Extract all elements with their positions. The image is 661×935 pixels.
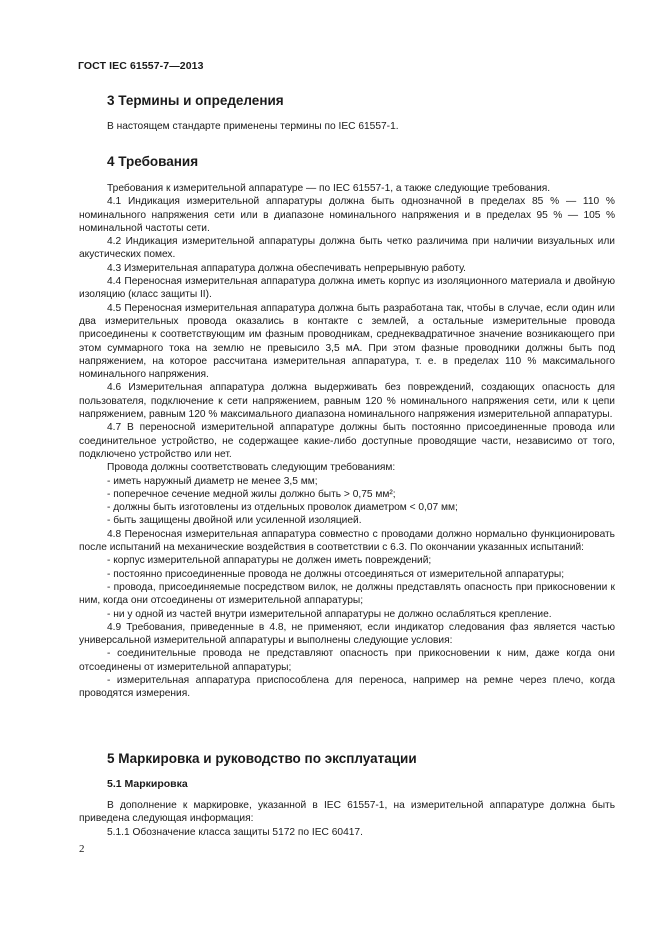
list-item: - быть защищены двойной или усиленной изоляцией. bbox=[107, 515, 362, 527]
list-item: - иметь наружный диаметр не менее 3,5 мм; bbox=[107, 475, 318, 487]
list-item: - провода, присоединяемые посредством вилок, не должны представлять опасность при прикосновении к ним, когда они отсоединены от измерительной аппаратуры; bbox=[79, 581, 615, 607]
section-3-body bbox=[79, 120, 615, 133]
paragraph: Требования к измерительной аппаратуре — по IEC 61557-1, а также следующие требования. bbox=[107, 183, 551, 194]
paragraph: В настоящем стандарте применены термины по IEC 61557-1. bbox=[107, 121, 399, 132]
paragraph: 4.6 Измерительная аппаратура должна выдерживать без повреждений, создающих опасность для пользователя, подключение к сети напряжением, равным 120 % номинального напряжения сети, или к цепи напряжением, равным 120 % максимального диапазона номинального напряжения измерительной аппаратуры. bbox=[79, 382, 615, 421]
paragraph: 4.2 Индикация измерительной аппаратуры должна быть четко различима при наличии визуальных или акустических помех. bbox=[79, 236, 615, 261]
paragraph: 4.7 В переносной измерительной аппаратуре должны быть постоянно присоединенные провода или соединительное устройство, не содержащее какие-либо доступные проводящие части, независимо от того, подключено устройство или нет. bbox=[79, 422, 615, 460]
paragraph: 5.1.1 Обозначение класса защиты 5172 по IEC 60417. bbox=[107, 826, 363, 838]
paragraph: 4.4 Переносная измерительная аппаратура должна иметь корпус из изоляционного материала и двойную изоляцию (класс защиты II). bbox=[79, 276, 615, 301]
section-5-1-title: 5.1 Маркировка bbox=[107, 778, 188, 790]
document-header: ГОСТ IEC 61557-7—2013 bbox=[78, 60, 204, 72]
paragraph: 4.8 Переносная измерительная аппаратура совместно с проводами должно нормально функционировать после испытаний на механические воздействия в соответствии с 6.3. По окончании указанных испытаний: bbox=[79, 528, 615, 554]
paragraph: 4.9 Требования, приведенные в 4.8, не применяют, если индикатор следования фаз является частью универсальной измерительной аппаратуры и выполнены следующие условия: bbox=[79, 621, 615, 647]
section-3-title: 3 Термины и определения bbox=[107, 93, 284, 108]
section-4-title: 4 Требования bbox=[107, 154, 199, 169]
section-5-title: 5 Маркировка и руководство по эксплуатации bbox=[107, 751, 417, 766]
paragraph: 4.3 Измерительная аппаратура должна обеспечивать непрерывную работу. bbox=[107, 262, 466, 274]
paragraph: В дополнение к маркировке, указанной в IEC 61557-1, на измерительной аппаратуре должна быть приведена следующая информация: bbox=[79, 800, 615, 825]
section-5-body bbox=[79, 799, 615, 839]
list-item: - измерительная аппаратура приспособлена для переноса, например на ремне через плечо, когда проводятся измерения. bbox=[79, 674, 615, 700]
list-item: - должны быть изготовлены из отдельных проволок диаметром < 0,07 мм; bbox=[107, 502, 458, 514]
paragraph: Провода должны соответствовать следующим требованиям: bbox=[107, 462, 396, 474]
page-number: 2 bbox=[79, 843, 85, 855]
list-item: - поперечное сечение медной жилы должно быть > 0,75 мм²; bbox=[107, 488, 396, 500]
list-item: - постоянно присоединенные провода не должны отсоединяться от измерительной аппаратуры; bbox=[107, 568, 565, 580]
paragraph: 4.5 Переносная измерительная аппаратура должна быть разработана так, чтобы в случае, если один или два измерительных провода оказались в контакте с землей, а остальные измерительные провода присоединены к соответствующим им фазным проводникам, среднеквадратичное значение возникающего при этом суммарного тока на землю не превысило 3,5 мА. При этом фазные проводники должны быть под напряжением, на которое рассчитана измерительная аппаратура, т. е. в пределах 110 % максимального номинального напряжения. bbox=[79, 302, 615, 381]
paragraph: 4.1 Индикация измерительной аппаратуры должна быть однозначной в пределах 85 % — 110 % номинального напряжения сети или в диапазоне номинального напряжения и в пределах 95 % — 105 % номинальной частоты сети. bbox=[79, 196, 615, 234]
list-item: - соединительные провода не представляют опасность при прикосновении к ним, даже когда они отсоединены от измерительной аппаратуры; bbox=[79, 648, 615, 673]
list-item: - ни у одной из частей внутри измерительной аппаратуры не должно ослабляться крепление. bbox=[107, 608, 552, 620]
section-4-body bbox=[79, 182, 615, 701]
list-item: - корпус измерительной аппаратуры не должен иметь повреждений; bbox=[107, 555, 432, 567]
